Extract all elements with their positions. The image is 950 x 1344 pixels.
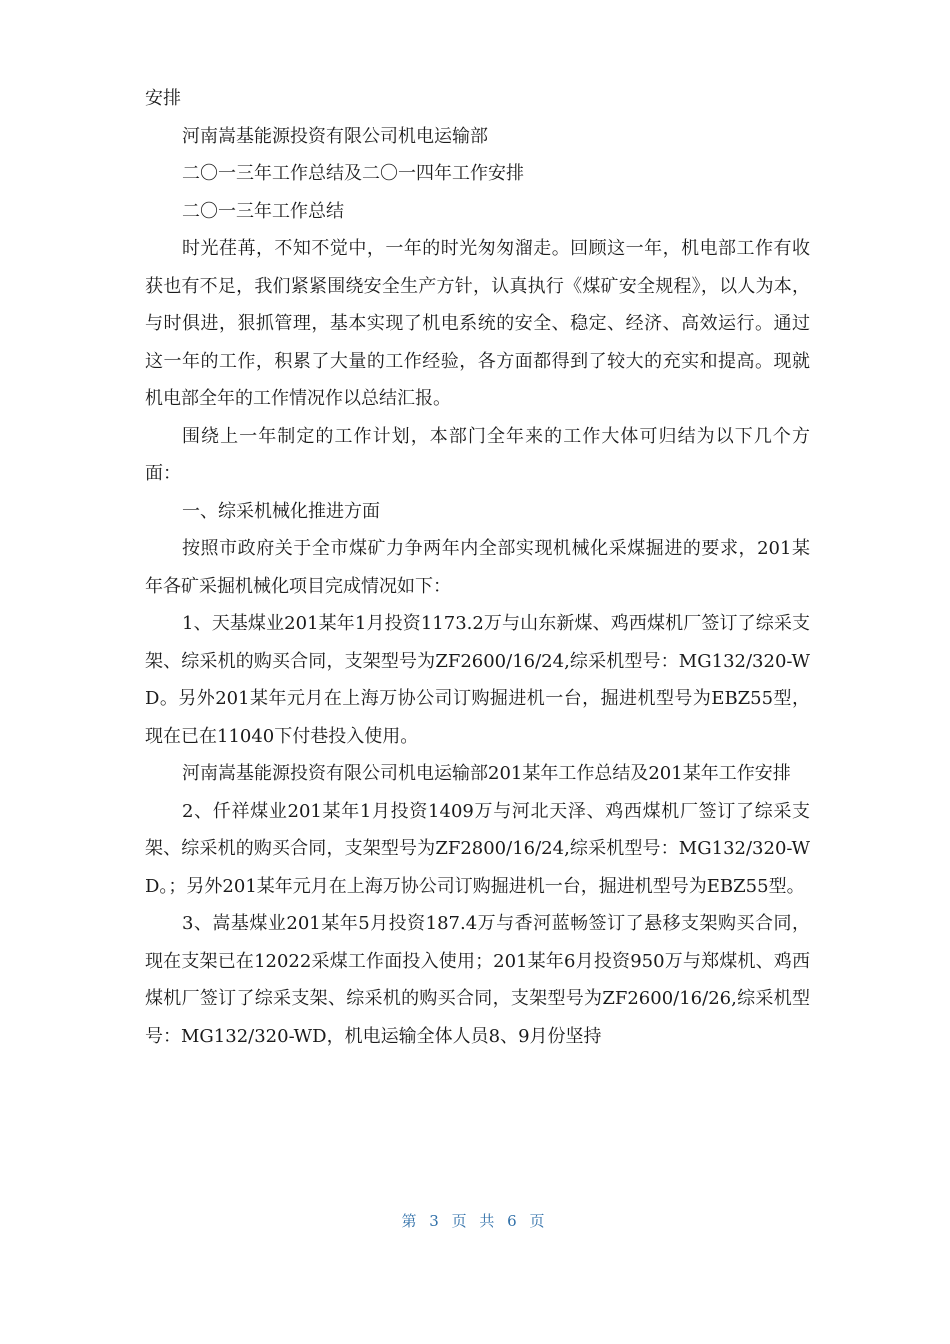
list-item-tianji: 1、天基煤业201某年1月投资1173.2万与山东新煤、鸡西煤机厂签订了综采支架、综采机的购买合同，支架型号为ZF2600/16/24,综采机型号：MG132/320-WD。另外201某年元月在上海万协公司订购掘进机一台，掘进机型号为EBZ55型，现在已在11040下付巷投入使用。 <box>145 613 810 747</box>
document-title-line: 二〇一三年工作总结及二〇一四年工作安排 <box>182 163 524 184</box>
repeated-title-line: 河南嵩基能源投资有限公司机电运输部201某年工作总结及201某年工作安排 <box>182 763 791 784</box>
paragraph-intro: 时光荏苒，不知不觉中，一年的时光匆匆溜走。回顾这一年，机电部工作有收获也有不足，我们紧紧围绕安全生产方针，认真执行《煤矿安全规程》，以人为本，与时俱进，狠抓管理，基本实现了机电系统的安全、稳定、经济、高效运行。通过这一年的工作，积累了大量的工作经验，各方面都得到了较大的充实和提高。现就机电部全年的工作情况作以总结汇报。 <box>145 238 810 409</box>
section-heading-mechanization: 一、综采机械化推进方面 <box>182 500 380 522</box>
section-title-summary: 二〇一三年工作总结 <box>182 200 344 222</box>
paragraph-continuation: 安排 <box>145 88 181 109</box>
page-number-footer: 第 3 页 共 6 页 <box>401 1212 549 1230</box>
company-name-line: 河南嵩基能源投资有限公司机电运输部 <box>182 125 488 147</box>
document-body <box>145 80 810 1055</box>
list-item-songji: 3、嵩基煤业201某年5月投资187.4万与香河蓝畅签订了悬移支架购买合同，现在支架已在12022采煤工作面投入使用；201某年6月投资950万与郑煤机、鸡西煤机厂签订了综采支架、综采机的购买合同，支架型号为ZF2600/16/26,综采机型号：MG132/320-WD，机电运输全体人员8、9月份坚持 <box>145 913 810 1047</box>
paragraph-overview: 围绕上一年制定的工作计划，本部门全年来的工作大体可归结为以下几个方面： <box>145 425 810 484</box>
paragraph-mechanization-requirement: 按照市政府关于全市煤矿力争两年内全部实现机械化采煤掘进的要求，201某年各矿采掘机械化项目完成情况如下： <box>145 538 810 597</box>
list-item-qianxiang: 2、仟祥煤业201某年1月投资1409万与河北天泽、鸡西煤机厂签订了综采支架、综采机的购买合同，支架型号为ZF2800/16/24,综采机型号：MG132/320-WD。；另外201某年元月在上海万协公司订购掘进机一台，掘进机型号为EBZ55型。 <box>145 800 810 897</box>
